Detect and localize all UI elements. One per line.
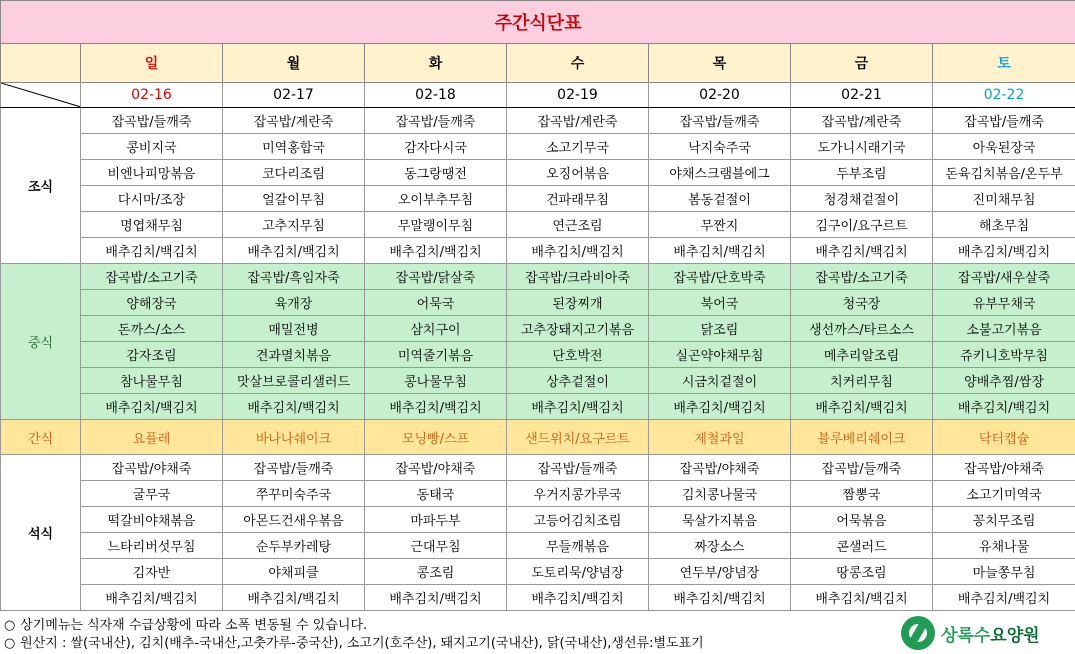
menu-cell: 잡곡밥/들깨죽 [81,108,223,134]
dinner-row [1,507,1075,533]
menu-cell: 된장찌개 [507,290,649,316]
menu-cell: 배추김치/백김치 [507,238,649,264]
menu-cell: 잡곡밥/크라비아죽 [507,264,649,290]
menu-cell: 아욱된장국 [933,134,1075,160]
menu-cell: 견과멸치볶음 [223,342,365,368]
breakfast-row [1,238,1075,264]
menu-cell: 배추김치/백김치 [223,394,365,420]
menu-cell: 모닝빵/스프 [365,420,507,455]
footer-note-text: 상기메뉴는 식자재 수급상황에 따라 소폭 변동될 수 있습니다. [20,618,368,633]
menu-cell: 닭조림 [649,316,791,342]
menu-cell: 김치콩나물국 [649,481,791,507]
menu-cell: 얼갈이무침 [223,186,365,212]
menu-cell: 배추김치/백김치 [81,585,223,611]
menu-cell: 배추김치/백김치 [791,585,933,611]
menu-cell: 잡곡밥/야채죽 [649,455,791,481]
menu-cell: 소고기무국 [507,134,649,160]
dinner-row [1,533,1075,559]
bullet-icon: ○ [4,636,16,651]
date-cell: 02-21 [791,83,933,108]
menu-cell: 잡곡밥/계란죽 [791,108,933,134]
lunch-label: 중식 [1,264,81,420]
menu-cell: 배추김치/백김치 [365,238,507,264]
menu-cell: 맛살브로콜리샐러드 [223,368,365,394]
menu-cell: 콩비지국 [81,134,223,160]
menu-cell: 건파래무침 [507,186,649,212]
menu-cell: 해초무침 [933,212,1075,238]
menu-cell: 바나나쉐이크 [223,420,365,455]
menu-cell: 참나물무침 [81,368,223,394]
menu-cell: 연근조림 [507,212,649,238]
menu-cell: 낙지숙주국 [649,134,791,160]
menu-cell: 콩나물무침 [365,368,507,394]
menu-cell: 매밀전병 [223,316,365,342]
menu-cell: 잡곡밥/들깨죽 [507,455,649,481]
breakfast-row [1,186,1075,212]
menu-cell: 쥬키니호박무침 [933,342,1075,368]
day-header: 목 [649,44,791,83]
day-header: 일 [81,44,223,83]
menu-cell: 유채나물 [933,533,1075,559]
menu-cell: 진미채무침 [933,186,1075,212]
menu-cell: 생선까스/타르소스 [791,316,933,342]
menu-cell: 마파두부 [365,507,507,533]
menu-cell: 어묵국 [365,290,507,316]
lunch-row [1,290,1075,316]
menu-cell: 짬뽕국 [791,481,933,507]
menu-cell: 두부조림 [791,160,933,186]
menu-cell: 잡곡밥/닭살죽 [365,264,507,290]
day-header: 금 [791,44,933,83]
menu-cell: 김구이/요구르트 [791,212,933,238]
menu-cell: 잡곡밥/야채죽 [365,455,507,481]
footer-note-2 [4,632,704,651]
menu-cell: 요플레 [81,420,223,455]
menu-cell: 오이부추무침 [365,186,507,212]
menu-cell: 고등어김치조림 [507,507,649,533]
menu-cell: 도가니시래기국 [791,134,933,160]
menu-cell: 치커리무침 [791,368,933,394]
day-header: 수 [507,44,649,83]
menu-cell: 쭈꾸미숙주국 [223,481,365,507]
menu-cell: 양배추찜/쌈장 [933,368,1075,394]
menu-cell: 잡곡밥/계란죽 [507,108,649,134]
dinner-label: 석식 [1,455,81,611]
day-header: 화 [365,44,507,83]
date-cell: 02-17 [223,83,365,108]
menu-cell: 무말랭이무침 [365,212,507,238]
snack-row [1,420,1075,455]
menu-cell: 짜장소스 [649,533,791,559]
menu-cell: 잡곡밥/계란죽 [223,108,365,134]
menu-cell: 배추김치/백김치 [649,238,791,264]
menu-cell: 도토리묵/양념장 [507,559,649,585]
menu-cell: 배추김치/백김치 [223,585,365,611]
corner-diagonal-cell [1,83,81,108]
menu-cell: 땅콩조림 [791,559,933,585]
day-header: 월 [223,44,365,83]
menu-cell: 돈까스/소스 [81,316,223,342]
menu-cell: 야채스크램블에그 [649,160,791,186]
menu-cell: 야채피클 [223,559,365,585]
dinner-row [1,559,1075,585]
menu-cell: 잡곡밥/들깨죽 [365,108,507,134]
diagonal-line-icon [1,83,81,107]
day-header: 토 [933,44,1075,83]
page-title: 주간식단표 [1,1,1075,44]
menu-cell: 무들깨볶음 [507,533,649,559]
menu-cell: 콘샐러드 [791,533,933,559]
menu-cell: 샌드위치/요구르트 [507,420,649,455]
menu-cell: 묵살가지볶음 [649,507,791,533]
menu-cell: 잡곡밥/단호박죽 [649,264,791,290]
menu-cell: 명엽채무침 [81,212,223,238]
menu-cell: 고추지무침 [223,212,365,238]
footer-note-1 [4,614,367,633]
menu-cell: 배추김치/백김치 [223,238,365,264]
menu-cell: 청경채겉절이 [791,186,933,212]
menu-cell: 미역홍합국 [223,134,365,160]
menu-cell: 마늘쫑무침 [933,559,1075,585]
footer-origin-text: 원산지 : 쌀(국내산), 김치(배추-국내산,고춧가루-중국산), 소고기(호주산), 돼지고기(국내산), 닭(국내산),생선류:별도표기 [20,636,704,651]
dinner-row [1,481,1075,507]
lunch-row [1,264,1075,290]
date-cell: 02-16 [81,83,223,108]
breakfast-label: 조식 [1,108,81,264]
menu-cell: 배추김치/백김치 [649,585,791,611]
tree-logo-icon [901,616,935,650]
dinner-row [1,455,1075,481]
menu-cell: 다시마/조장 [81,186,223,212]
logo-name-part1: 상록수 [941,625,991,646]
menu-cell: 잡곡밥/들깨죽 [791,455,933,481]
menu-cell: 잡곡밥/들깨죽 [933,108,1075,134]
menu-cell: 연두부/양념장 [649,559,791,585]
menu-cell: 배추김치/백김치 [649,394,791,420]
menu-cell: 삼치구이 [365,316,507,342]
facility-logo [901,613,1071,653]
menu-cell: 블루베리쉐이크 [791,420,933,455]
breakfast-row [1,212,1075,238]
menu-cell: 배추김치/백김치 [933,394,1075,420]
menu-cell: 잡곡밥/새우살죽 [933,264,1075,290]
menu-cell: 잡곡밥/들깨죽 [649,108,791,134]
bullet-icon: ○ [4,618,16,633]
menu-cell: 근대무침 [365,533,507,559]
menu-cell: 돈육김치볶음/온두부 [933,160,1075,186]
menu-cell: 배추김치/백김치 [791,394,933,420]
breakfast-row [1,108,1075,134]
menu-cell: 우거지콩가루국 [507,481,649,507]
menu-cell: 배추김치/백김치 [933,585,1075,611]
menu-cell: 동태국 [365,481,507,507]
menu-cell: 소불고기볶음 [933,316,1075,342]
menu-cell: 배추김치/백김치 [791,238,933,264]
menu-cell: 김자반 [81,559,223,585]
menu-cell: 육개장 [223,290,365,316]
menu-cell: 동그랑땡전 [365,160,507,186]
menu-cell: 무짠지 [649,212,791,238]
menu-cell: 코다리조림 [223,160,365,186]
dinner-row [1,585,1075,611]
menu-cell: 잡곡밥/소고기죽 [791,264,933,290]
menu-cell: 소고기미역국 [933,481,1075,507]
menu-cell: 배추김치/백김치 [81,394,223,420]
menu-cell: 감자다시국 [365,134,507,160]
lunch-row [1,394,1075,420]
lunch-row [1,316,1075,342]
menu-cell: 떡갈비야채볶음 [81,507,223,533]
menu-cell: 단호박전 [507,342,649,368]
menu-cell: 배추김치/백김치 [365,394,507,420]
menu-cell: 배추김치/백김치 [507,585,649,611]
menu-cell: 굴무국 [81,481,223,507]
menu-cell: 청국장 [791,290,933,316]
breakfast-row [1,160,1075,186]
menu-cell: 배추김치/백김치 [81,238,223,264]
menu-cell: 잡곡밥/들깨죽 [223,455,365,481]
menu-cell: 닥터캡슐 [933,420,1075,455]
menu-cell: 메추리알조림 [791,342,933,368]
menu-cell: 봄동겉절이 [649,186,791,212]
menu-cell: 배추김치/백김치 [933,238,1075,264]
date-cell: 02-19 [507,83,649,108]
menu-cell: 실곤약야채무침 [649,342,791,368]
menu-cell: 시금치겉절이 [649,368,791,394]
menu-cell: 양해장국 [81,290,223,316]
menu-cell: 배추김치/백김치 [507,394,649,420]
logo-name-part2: 요양원 [990,625,1040,646]
day-header-corner [1,44,81,83]
menu-cell: 잡곡밥/흑임자죽 [223,264,365,290]
menu-cell: 제철과일 [649,420,791,455]
menu-cell: 잡곡밥/야채죽 [81,455,223,481]
menu-cell: 어묵볶음 [791,507,933,533]
date-cell: 02-18 [365,83,507,108]
menu-cell: 느타리버섯무침 [81,533,223,559]
menu-cell: 아몬드건새우볶음 [223,507,365,533]
menu-cell: 잡곡밥/야채죽 [933,455,1075,481]
date-cell: 02-20 [649,83,791,108]
menu-cell: 상추겉절이 [507,368,649,394]
menu-cell: 비엔나피망볶음 [81,160,223,186]
menu-cell: 잡곡밥/소고기죽 [81,264,223,290]
menu-cell: 감자조림 [81,342,223,368]
menu-cell: 순두부카레탕 [223,533,365,559]
menu-cell: 오징어볶음 [507,160,649,186]
menu-cell: 고추장돼지고기볶음 [507,316,649,342]
menu-cell: 유부무채국 [933,290,1075,316]
menu-cell: 미역줄기볶음 [365,342,507,368]
lunch-row [1,368,1075,394]
menu-cell: 배추김치/백김치 [365,585,507,611]
breakfast-row [1,134,1075,160]
date-cell: 02-22 [933,83,1075,108]
menu-cell: 꽁치무조림 [933,507,1075,533]
snack-label: 간식 [1,420,81,455]
lunch-row [1,342,1075,368]
menu-cell: 콩조림 [365,559,507,585]
menu-cell: 북어국 [649,290,791,316]
